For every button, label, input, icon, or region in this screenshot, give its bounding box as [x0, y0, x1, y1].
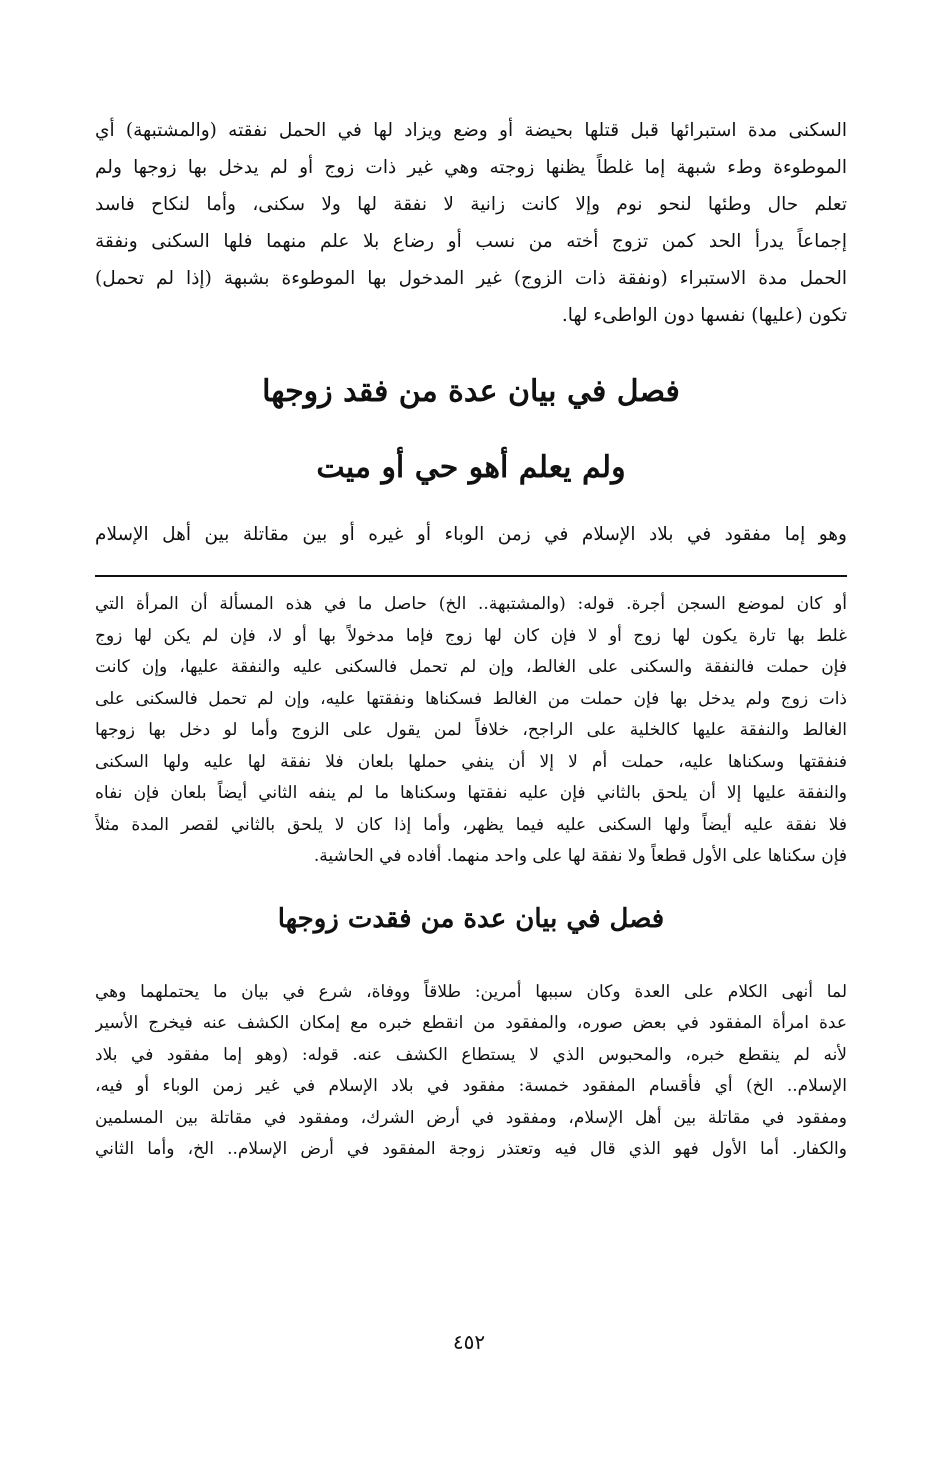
- footnote-line: فإن سكناها على الأول قطعاً ولا نفقة لها على واحد منهما. أفاده في الحاشية.: [313, 846, 847, 866]
- footnote-line: ومفقود في مقاتلة بين أهل الإسلام، ومفقود في أرض الشرك، ومفقود في مقاتلة بين المسلمين: [95, 1107, 847, 1128]
- page-number: ٤٥٢: [452, 1330, 486, 1354]
- footnote-line: لأنه لم ينقطع خبره، والمحبوس الذي لا يستطاع الكشف عنه. قوله: (وهو إما مفقود في بلاد: [95, 1044, 847, 1065]
- section-intro-line: وهو إما مفقود في بلاد الإسلام في زمن الوباء أو غيره أو بين مقاتلة بين أهل الإسلام: [95, 524, 847, 545]
- page-body: [95, 112, 847, 1166]
- footnote-line: عدة امرأة المفقود في بعض صوره، والمفقود من انقطع خبره مع إمكان الكشف عنه فيخرج الأسير: [95, 1013, 847, 1033]
- footnote-line: الإسلام.. الخ) أي فأقسام المفقود خمسة: مفقود في بلاد الإسلام في غير زمن الوباء أو فيه،: [95, 1076, 847, 1096]
- main-text-line: السكنى مدة استبرائها قبل قتلها بحيضة أو وضع ويزاد لها في الحمل نفقته (والمشتبهة) أي: [95, 120, 847, 141]
- footnote-line: والنفقة عليها إلا أن يلحق بالثاني فإن عليه نفقتها وسكناها ما لم ينفه الثاني أيضاً بلعان فإن نفاه: [95, 783, 847, 803]
- section-intro: [95, 516, 847, 553]
- footnote-line: أو كان لموضع السجن أجرة. قوله: (والمشتبهة.. الخ) حاصل ما في هذه المسألة أن المرأة التي: [95, 594, 847, 614]
- footnote-line: الغالط والنفقة عليها كالخلية على الراجح، خلافاً لمن يقول على الزوج وأما لو دخل بها زوجها: [95, 720, 847, 740]
- section-heading-line-1: فصل في بيان عدة من فقد زوجها: [262, 374, 680, 409]
- footnote-line: فلا نفقة عليه أيضاً ولها السكنى عليه فيما يظهر، وأما إذا كان لا يلحق بالثاني لقصر المدة مثلاً: [95, 814, 847, 835]
- footnote-line: فإن حملت فالنفقة والسكنى على الغالط، وإن لم تحمل فالسكنى عليه والنفقة عليها، وإن كانت: [95, 657, 847, 677]
- main-text-line: الموطوءة وطء شبهة إما غلطاً يظنها زوجته وهي غير ذات زوج أو لم يدخل بها زوجها ولم: [95, 157, 847, 178]
- footnote-line: غلط بها تارة يكون لها زوج أو لا فإن كان لها زوج فإما مدخولاً بها أو لا، فإن لم يكن لها زوج: [95, 625, 847, 646]
- footnote-line: فنفقتها وسكناها عليه، حملت أم لا إلا أن ينفي حملها بلعان فلا نفقة لها عليه ولها السكنى: [95, 751, 847, 772]
- main-text: [95, 112, 847, 334]
- footnote-line: والكفار. أما الأول فهو الذي قال فيه وتعتذر زوجة المفقود في أرض الإسلام.. الخ، وأما الثاني: [95, 1139, 847, 1159]
- main-text-line: تعلم حال وطئها لنحو نوم وإلا كانت زانية لا نفقة لها ولا سكنى، وأما لنكاح فاسد: [95, 194, 847, 215]
- main-text-line: إجماعاً يدرأ الحد كمن تزوج أخته من نسب أو رضاع بلا علم منهما فلها السكنى ونفقة: [95, 231, 847, 252]
- footnote-divider: [95, 575, 847, 577]
- section-heading-line-2: ولم يعلم أهو حي أو ميت: [316, 450, 626, 485]
- footnote-line: لما أنهى الكلام على العدة وكان سببها أمرين: طلاقاً ووفاة، شرع في بيان ما يحتملهما وهي: [95, 981, 847, 1002]
- footnote: [95, 589, 847, 1166]
- main-text-line: الحمل مدة الاستبراء (ونفقة ذات الزوج) غير المدخول بها الموطوءة بشبهة (إذا لم تحمل): [95, 268, 847, 289]
- main-text-line: تكون (عليها) نفسها دون الواطىء لها.: [561, 305, 847, 326]
- footnote-heading: فصل في بيان عدة من فقدت زوجها: [277, 903, 665, 934]
- footnote-line: ذات زوج ولم يدخل بها فإن حملت من الغالط فسكناها ونفقتها عليه، وإن لم تحمل فالسكنى على: [95, 688, 847, 709]
